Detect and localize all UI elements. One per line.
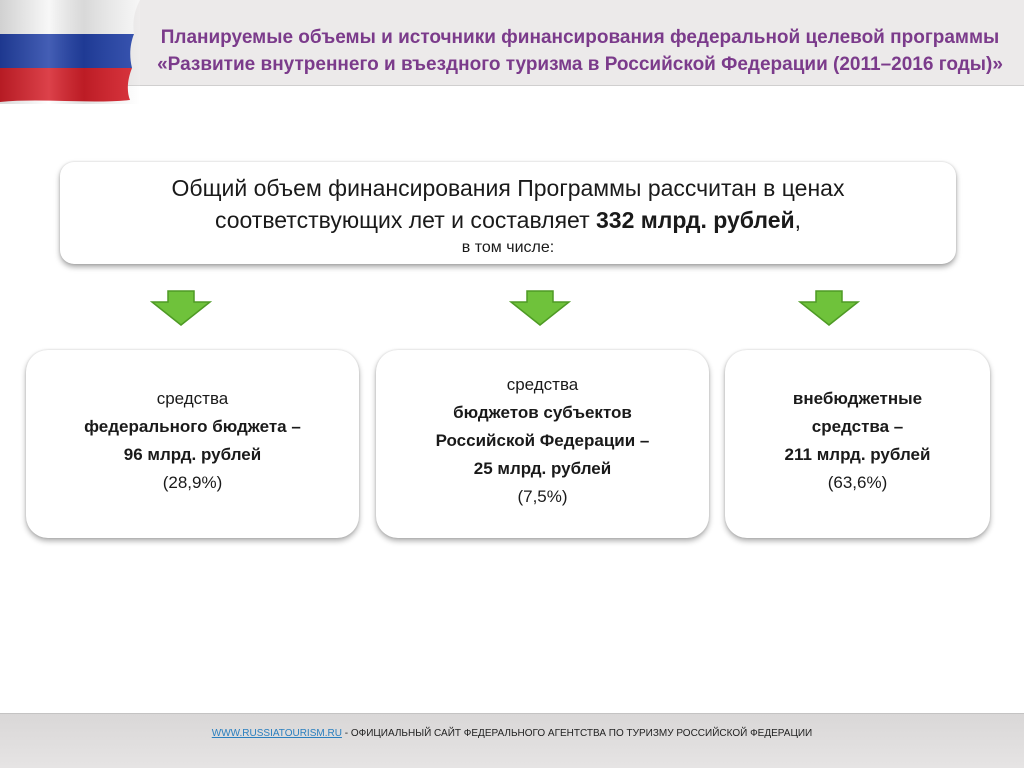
card-amount: 25 млрд. рублей: [473, 459, 612, 478]
federal-budget-card: [26, 350, 359, 538]
summary-line-3: в том числе:: [461, 239, 555, 256]
header-bar: [0, 0, 1024, 86]
page-title: [150, 24, 1010, 78]
summary-line-2-prefix: соответствующих лет и составляет: [214, 207, 596, 233]
regional-budget-card: [376, 350, 709, 538]
footer-caption: - ОФИЦИАЛЬНЫЙ САЙТ ФЕДЕРАЛЬНОГО АГЕНТСТВА ПО ТУРИЗМУ РОССИЙСКОЙ ФЕДЕРАЦИИ: [341, 728, 813, 739]
footer-bar: [0, 713, 1024, 768]
card-percent: (63,6%): [827, 473, 888, 492]
total-amount: 332 млрд. рублей: [596, 207, 795, 233]
card-amount: 211 млрд. рублей: [784, 445, 931, 464]
summary-line-1: Общий объем финансирования Программы рассчитан в ценах: [171, 175, 845, 201]
card-line: Российской Федерации –: [435, 431, 650, 450]
card-percent: (28,9%): [162, 473, 223, 492]
down-arrow-icon: [509, 290, 571, 326]
title-line-1: Планируемые объемы и источники финансирования федеральной целевой программы: [160, 27, 1000, 48]
down-arrow-icon: [150, 290, 212, 326]
card-line: средства –: [811, 417, 904, 436]
card-line: федерального бюджета –: [84, 417, 301, 436]
down-arrow-icon: [798, 290, 860, 326]
title-line-2: «Развитие внутреннего и въездного туризма в Российской Федерации (2011–2016 годы)»: [157, 54, 1003, 75]
card-percent: (7,5%): [517, 487, 568, 506]
total-funding-box: [60, 162, 956, 264]
footer-text: [0, 728, 1024, 739]
card-line: средства: [156, 389, 229, 408]
card-line: внебюджетные: [792, 389, 923, 408]
card-line: бюджетов субъектов: [453, 403, 632, 422]
summary-line-2: [60, 204, 956, 236]
card-amount: 96 млрд. рублей: [123, 445, 262, 464]
card-line: средства: [506, 375, 579, 394]
summary-line-2-suffix: ,: [794, 207, 802, 233]
russian-flag-icon: [0, 0, 140, 104]
extrabudgetary-card: [725, 350, 990, 538]
website-link[interactable]: WWW.RUSSIATOURISM.RU: [211, 728, 342, 739]
